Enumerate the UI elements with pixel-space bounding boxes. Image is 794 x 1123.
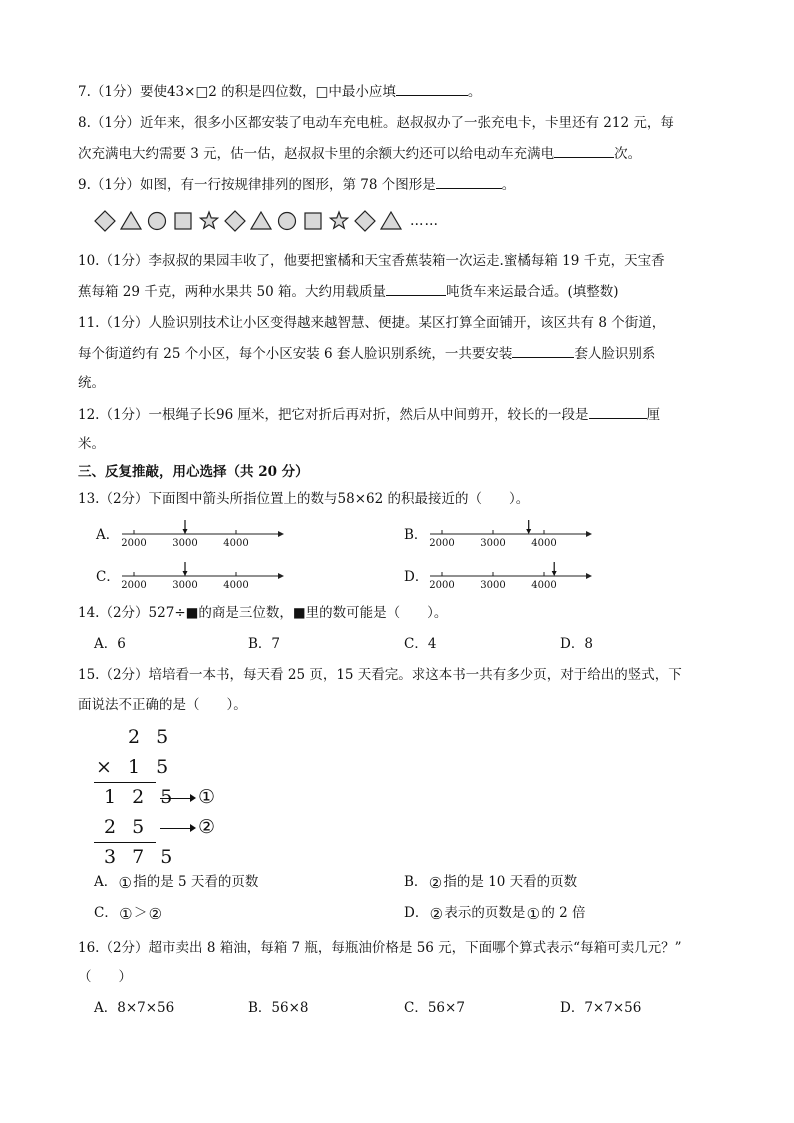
vm-product: 3 7 5 [104, 846, 178, 868]
question-15-line1: 15.（2分）培培看一本书，每天看 25 页，15 天看完。求这本书一共有多少页，对于给出的竖式，下 [78, 667, 682, 683]
tick-label: 2000 [121, 580, 147, 591]
tick-label: 2000 [429, 580, 455, 591]
vm-mark-1: ① [198, 786, 216, 808]
q13-numberline-c[interactable] [118, 560, 288, 594]
q15-a-text: 指的是 5 天看的页数 [133, 874, 259, 890]
vm-arrowhead-1 [190, 794, 196, 802]
q8-answer-blank[interactable] [554, 144, 614, 158]
diamond-shape-icon [225, 211, 245, 231]
q14-option-c[interactable]: C．4 [404, 636, 437, 652]
q12-answer-blank[interactable] [589, 405, 647, 419]
q15-b-label: B． [404, 874, 428, 890]
vertical-multiplication [84, 722, 244, 872]
star-shape-icon [200, 212, 217, 228]
q7-text: 7.（1分）要使43×□2 的积是四位数，□中最小应填 [78, 84, 396, 100]
q10-answer-blank[interactable] [386, 282, 446, 296]
q15-option-b[interactable] [404, 873, 577, 891]
question-10-line2 [78, 282, 619, 301]
q13-option-d-label[interactable]: D． [404, 569, 429, 585]
q13-option-b-label[interactable]: B． [404, 527, 428, 543]
question-11-line2 [78, 344, 655, 363]
question-11-line3: 统。 [78, 375, 105, 391]
tick-label: 4000 [531, 538, 557, 549]
question-14: 14.（2分）527÷■的商是三位数，■里的数可能是（ ）。 [78, 605, 448, 621]
section-3-heading: 三、反复推敲，用心选择（共 20 分） [78, 464, 309, 480]
tick-label: 4000 [223, 580, 249, 591]
q15-d-label: D． [404, 905, 429, 921]
star-shape-icon [330, 212, 347, 228]
q12-text: 12.（1分）一根绳子长96 厘米，把它对折后再对折，然后从中间剪开，较长的一段是 [78, 407, 589, 423]
q15-b-mark: ② [428, 873, 443, 892]
question-8-line2 [78, 144, 641, 163]
q16-option-a[interactable]: A．8×7×56 [94, 1000, 175, 1016]
q13-option-c-label[interactable]: C． [96, 569, 120, 585]
vm-line-2 [94, 842, 156, 843]
diamond-shape-icon [355, 211, 375, 231]
question-8-line1: 8.（1分）近年来，很多小区都安装了电动车充电桩。赵叔叔办了一张充电卡，卡里还有 212 元，每 [78, 115, 674, 131]
tick-label: 3000 [480, 538, 506, 549]
vm-multiplicand: 2 5 [128, 726, 174, 748]
q8-text: 次充满电大约需要 3 元，估一估，赵叔叔卡里的余额大约还可以给电动车充满电 [78, 146, 555, 162]
tick-label: 2000 [429, 538, 455, 549]
q15-c-mark1: ① [119, 904, 133, 923]
triangle-shape-icon [251, 212, 271, 229]
q16-option-d[interactable]: D．7×7×56 [560, 1000, 642, 1016]
q16-option-c[interactable]: C．56×7 [404, 1000, 465, 1016]
question-16-line2: （ ） [78, 969, 132, 985]
q15-option-a[interactable] [94, 873, 258, 891]
q15-d-mark2: ① [526, 904, 541, 923]
vm-arrow-1 [160, 798, 194, 799]
axis-arrowhead [586, 573, 592, 579]
tick-label: 4000 [531, 580, 557, 591]
question-12-line1 [78, 405, 660, 424]
q15-a-mark: ① [118, 873, 132, 892]
shape-sequence-graphic [92, 208, 452, 234]
diamond-shape-icon [95, 211, 115, 231]
triangle-shape-icon [381, 212, 401, 229]
tick-label: 3000 [172, 580, 198, 591]
vm-arrow-2 [160, 828, 194, 829]
q13-numberline-b[interactable] [426, 518, 596, 552]
axis-arrowhead [278, 573, 284, 579]
q11-text: 每个街道约有 25 个小区，每个小区安装 6 套人脸识别系统，一共要安装 [78, 346, 513, 362]
vm-operator: × [96, 756, 117, 778]
question-7 [78, 82, 481, 101]
q13-option-a-label[interactable]: A． [96, 527, 120, 543]
q14-option-d[interactable]: D．8 [560, 636, 593, 652]
q15-c-operator: ＞ [133, 905, 148, 921]
question-15-line2: 面说法不正确的是（ ）。 [78, 697, 247, 713]
q15-c-mark2: ② [148, 904, 163, 923]
q9-text: 9.（1分）如图，有一行按规律排列的图形，第 78 个图形是 [78, 177, 436, 193]
q11-answer-blank[interactable] [512, 344, 574, 358]
pointer-arrowhead [526, 529, 531, 534]
square-shape-icon [305, 213, 321, 229]
square-shape-icon [175, 213, 191, 229]
q7-end: 。 [467, 84, 482, 100]
q8-end: 次。 [614, 146, 642, 162]
q15-option-c[interactable] [94, 904, 163, 922]
tick-label: 3000 [172, 538, 198, 549]
tick-label: 3000 [480, 580, 506, 591]
vm-partial-1: 1 2 5 [104, 786, 178, 808]
q9-end: 。 [501, 177, 516, 193]
triangle-shape-icon [121, 212, 141, 229]
question-11-line1: 11.（1分）人脸识别技术让小区变得越来越智慧、便捷。某区打算全面铺开，该区共有 8 个街道， [78, 315, 666, 331]
q15-b-text: 指的是 10 天看的页数 [443, 874, 578, 890]
vm-mark-2: ② [198, 816, 216, 838]
vm-partial-2: 2 5 [104, 816, 150, 838]
pointer-arrowhead [552, 571, 557, 576]
tick-label: 2000 [121, 538, 147, 549]
q15-a-label: A． [94, 874, 118, 890]
q7-answer-blank[interactable] [396, 82, 468, 96]
q15-d-text2: 的 2 倍 [541, 905, 586, 921]
question-9 [78, 175, 515, 194]
sequence-ellipsis: …… [410, 213, 439, 229]
q16-option-b[interactable]: B．56×8 [248, 1000, 309, 1016]
q13-numberline-d[interactable] [426, 560, 596, 594]
q13-numberline-a[interactable] [118, 518, 288, 552]
q10-text: 蕉每箱 29 千克，两种水果共 50 箱。大约用载质量 [78, 284, 387, 300]
question-13: 13.（2分）下面图中箭头所指位置上的数与58×62 的积最接近的（ ）。 [78, 491, 530, 507]
q12-end: 厘 [646, 407, 661, 423]
q15-d-mark1: ② [429, 904, 444, 923]
question-10-line1: 10.（1分）李叔叔的果园丰收了，他要把蜜橘和天宝香蕉装箱一次运走.蜜橘每箱 19 千克，天宝香 [78, 253, 665, 269]
q14-option-b[interactable]: B．7 [248, 636, 281, 652]
vm-line-1 [94, 782, 156, 783]
circle-shape-icon [279, 213, 296, 230]
q15-d-text1: 表示的页数是 [444, 905, 526, 921]
pointer-arrowhead [183, 529, 188, 534]
axis-arrowhead [278, 531, 284, 537]
q14-option-a[interactable]: A．6 [94, 636, 126, 652]
q15-c-label: C． [94, 905, 118, 921]
shape-sequence [92, 208, 452, 238]
q10-end: 吨货车来运最合适。(填整数) [446, 284, 619, 300]
pointer-arrowhead [183, 571, 188, 576]
vm-arrowhead-2 [190, 824, 196, 832]
question-16-line1: 16.（2分）超市卖出 8 箱油，每箱 7 瓶，每瓶油价格是 56 元，下面哪个算式表示“每箱可卖几元？” [78, 940, 682, 956]
q15-option-d[interactable] [404, 904, 586, 922]
axis-arrowhead [586, 531, 592, 537]
circle-shape-icon [149, 213, 166, 230]
question-12-line2: 米。 [78, 436, 105, 452]
vm-multiplier: 1 5 [128, 756, 174, 778]
q11-end: 套人脸识别系 [574, 346, 656, 362]
tick-label: 4000 [223, 538, 249, 549]
q9-answer-blank[interactable] [436, 175, 502, 189]
